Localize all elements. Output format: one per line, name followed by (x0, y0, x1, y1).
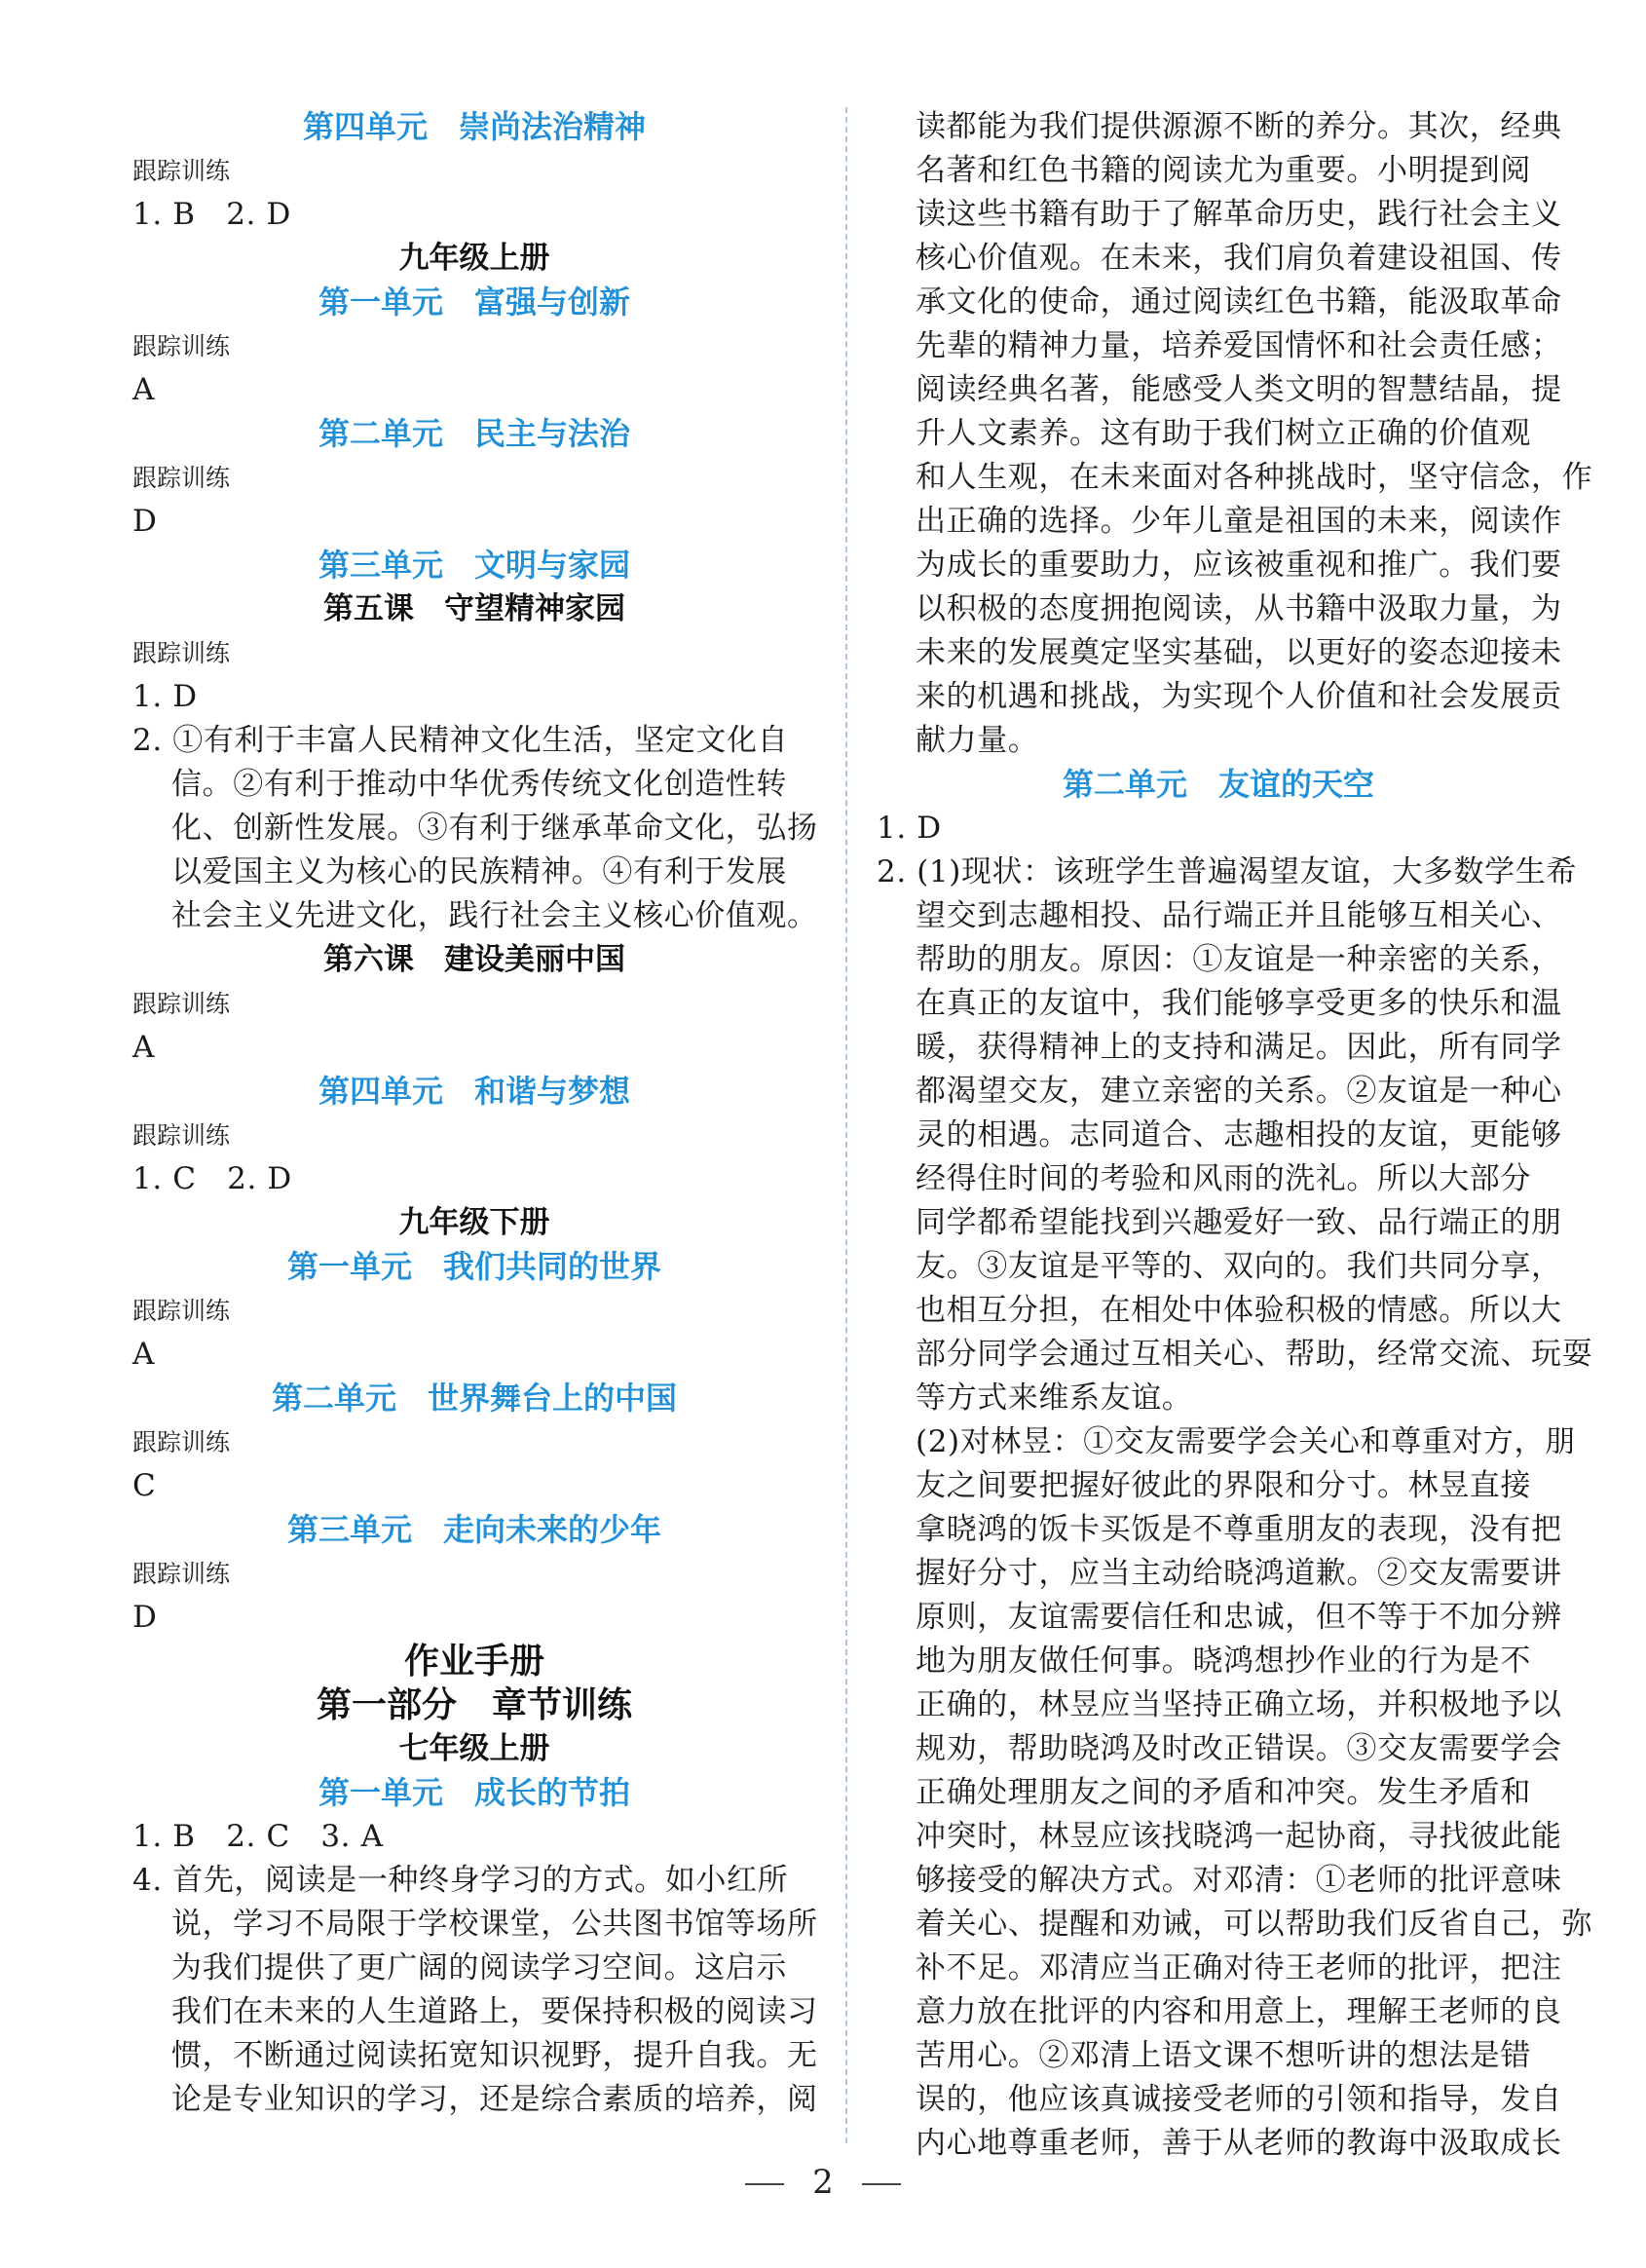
answer-line: 同学都希望能找到兴趣爱好一致、品行端正的朋 (916, 1205, 1562, 1240)
left-column (132, 105, 816, 2122)
answer-line: 说，学习不局限于学校课堂，公共图书馆等场所 (171, 1907, 818, 1942)
part-heading: 作业手册 (403, 1642, 544, 1682)
answer-line: 读都能为我们提供源源不断的养分。其次，经典 (916, 109, 1562, 144)
answer-line: 暖，获得精神上的支持和满足。因此，所有同学 (916, 1030, 1562, 1065)
page-number: 2 (812, 2163, 834, 2202)
answer-line: 也相互分担，在相处中体验积极的情感。所以大 (916, 1293, 1562, 1328)
answer-line: 1. D (877, 811, 942, 846)
answer-line: 承文化的使命，通过阅读红色书籍，能汲取革命 (916, 284, 1562, 320)
unit-heading: 第二单元 友谊的天空 (1062, 766, 1374, 803)
answer-line: 灵的相遇。志同道合、志趣相投的友谊，更能够 (916, 1117, 1562, 1153)
answer-line: 规劝，帮助晓鸿及时改正错误。③交友需要学会 (916, 1731, 1562, 1766)
exercise-label: 跟踪训练 (132, 464, 231, 492)
answer-line: 着关心、提醒和劝诫，可以帮助我们反省自己，弥 (916, 1907, 1593, 1942)
footer-dash-left (745, 2183, 784, 2185)
section-heading: 七年级上册 (398, 1731, 550, 1766)
section-heading: 第五课 守望精神家园 (323, 591, 625, 626)
answer-line: 等方式来维系友谊。 (916, 1380, 1193, 1416)
answer-line: 读这些书籍有助于了解革命历史，践行社会主义 (916, 197, 1562, 232)
answer-line: D (132, 504, 158, 539)
answer-line: 惯，不断通过阅读拓宽知识视野，提升自我。无 (171, 2038, 818, 2073)
answer-line: 信。②有利于推动中华优秀传统文化创造性转 (171, 767, 787, 802)
answer-line: 误的，他应该真诚接受老师的引领和指导，发自 (916, 2082, 1562, 2117)
unit-heading: 第一单元 我们共同的世界 (286, 1248, 661, 1285)
exercise-label: 跟踪训练 (132, 157, 231, 185)
answer-line: 4. 首先，阅读是一种终身学习的方式。如小红所 (132, 1863, 789, 1898)
part-heading: 第一部分 章节训练 (316, 1685, 632, 1725)
exercise-label: 跟踪训练 (132, 639, 231, 667)
answer-line: 在真正的友谊中，我们能够享受更多的快乐和温 (916, 986, 1562, 1021)
exercise-label: 跟踪训练 (132, 1121, 231, 1150)
answer-line: (2)对林昱：①交友需要学会关心和尊重对方，朋 (916, 1424, 1576, 1459)
answer-line: 社会主义先进文化，践行社会主义核心价值观。 (171, 898, 818, 933)
column-divider (845, 107, 847, 2143)
answer-line: 我们在未来的人生道路上，要保持积极的阅读习 (171, 1994, 818, 2029)
right-column (877, 105, 1593, 2166)
answer-line: 地为朋友做任何事。晓鸿想抄作业的行为是不 (916, 1644, 1531, 1679)
answer-line: 内心地尊重老师，善于从老师的教诲中汲取成长 (916, 2126, 1562, 2161)
answer-line: 补不足。邓清应当正确对待王老师的批评，把注 (916, 1950, 1562, 1985)
answer-line: 友之间要把握好彼此的界限和分寸。林昱直接 (916, 1468, 1531, 1503)
section-heading: 九年级下册 (398, 1205, 550, 1240)
exercise-label: 跟踪训练 (132, 1297, 231, 1325)
answer-line: 1. B 2. C 3. A (132, 1819, 384, 1854)
unit-heading: 第四单元 崇尚法治精神 (302, 108, 646, 145)
answer-line: 友。③友谊是平等的、双向的。我们共同分享， (916, 1249, 1562, 1284)
exercise-label: 跟踪训练 (132, 1560, 231, 1588)
exercise-label: 跟踪训练 (132, 1428, 231, 1456)
answer-line: 1. B 2. D (132, 197, 291, 232)
answer-line: 够接受的解决方式。对邓清：①老师的批评意味 (916, 1863, 1562, 1898)
answer-line: 2. (1)现状：该班学生普遍渴望友谊，大多数学生希 (877, 854, 1577, 889)
answer-line: 原则，友谊需要信任和忠诚，但不等于不加分辨 (916, 1600, 1562, 1635)
section-heading: 九年级上册 (398, 241, 550, 276)
answer-line: 拿晓鸿的饭卡买饭是不尊重朋友的表现，没有把 (916, 1512, 1562, 1547)
section-heading: 第六课 建设美丽中国 (323, 942, 625, 977)
answer-line: 经得住时间的考验和风雨的洗礼。所以大部分 (916, 1161, 1531, 1196)
answer-line: D (132, 1600, 158, 1635)
answer-line: 化、创新性发展。③有利于继承革命文化，弘扬 (171, 811, 818, 846)
answer-line: 来的机遇和挑战，为实现个人价值和社会发展贡 (916, 679, 1562, 714)
unit-heading: 第一单元 富强与创新 (318, 284, 630, 321)
answer-line: 都渴望交友，建立亲密的关系。②友谊是一种心 (916, 1074, 1562, 1109)
answer-line: 以积极的态度拥抱阅读，从书籍中汲取力量，为 (916, 591, 1562, 626)
answer-line: 为我们提供了更广阔的阅读学习空间。这启示 (171, 1950, 787, 1985)
answer-line: 1. C 2. D (132, 1161, 292, 1196)
unit-heading: 第四单元 和谐与梦想 (318, 1073, 630, 1110)
footer-dash-right (862, 2183, 901, 2185)
answer-line: 未来的发展奠定坚实基础，以更好的姿态迎接未 (916, 635, 1562, 670)
answer-line: 核心价值观。在未来，我们肩负着建设祖国、传 (916, 241, 1562, 276)
answer-line: A (132, 1030, 155, 1065)
unit-heading: 第一单元 成长的节拍 (318, 1774, 630, 1811)
unit-heading: 第二单元 世界舞台上的中国 (271, 1380, 677, 1417)
answer-line: 名著和红色书籍的阅读尤为重要。小明提到阅 (916, 153, 1531, 188)
answer-line: 望交到志趣相投、品行端正并且能够互相关心、 (916, 898, 1562, 933)
unit-heading: 第三单元 文明与家园 (318, 547, 630, 584)
answer-line: 部分同学会通过互相关心、帮助，经常交流、玩耍 (916, 1337, 1593, 1372)
answer-line: 正确处理朋友之间的矛盾和冲突。发生矛盾和 (916, 1775, 1531, 1810)
answer-line: 1. D (132, 679, 198, 714)
answer-line: 正确的，林昱应当坚持正确立场，并积极地予以 (916, 1687, 1562, 1722)
answer-line: C (132, 1468, 157, 1503)
exercise-label: 跟踪训练 (132, 332, 231, 360)
answer-line: 以爱国主义为核心的民族精神。④有利于发展 (171, 854, 787, 889)
answer-line: A (132, 1337, 155, 1372)
unit-heading: 第二单元 民主与法治 (318, 415, 630, 452)
answer-line: 2. ①有利于丰富人民精神文化生活，坚定文化自 (132, 723, 789, 758)
answer-line: 冲突时，林昱应该找晓鸿一起协商，寻找彼此能 (916, 1819, 1562, 1854)
answer-line: A (132, 372, 155, 407)
answer-line: 阅读经典名著，能感受人类文明的智慧结晶，提 (916, 372, 1562, 407)
answer-line: 握好分寸，应当主动给晓鸿道歉。②交友需要讲 (916, 1556, 1562, 1591)
answer-line: 先辈的精神力量，培养爱国情怀和社会责任感； (916, 328, 1562, 363)
unit-heading: 第三单元 走向未来的少年 (286, 1511, 661, 1548)
answer-line: 献力量。 (916, 723, 1039, 758)
page-footer (0, 2163, 1646, 2202)
answer-line: 升人文素养。这有助于我们树立正确的价值观 (916, 416, 1531, 451)
answer-line: 和人生观，在未来面对各种挑战时，坚守信念，作 (916, 460, 1593, 495)
answer-line: 意力放在批评的内容和用意上，理解王老师的良 (916, 1994, 1562, 2029)
exercise-label: 跟踪训练 (132, 990, 231, 1018)
answer-line: 出正确的选择。少年儿童是祖国的未来，阅读作 (916, 504, 1562, 539)
answer-line: 论是专业知识的学习，还是综合素质的培养，阅 (171, 2082, 818, 2117)
answer-line: 为成长的重要助力，应该被重视和推广。我们要 (916, 548, 1562, 583)
answer-line: 帮助的朋友。原因：①友谊是一种亲密的关系， (916, 942, 1562, 977)
answer-line: 苦用心。②邓清上语文课不想听讲的想法是错 (916, 2038, 1531, 2073)
